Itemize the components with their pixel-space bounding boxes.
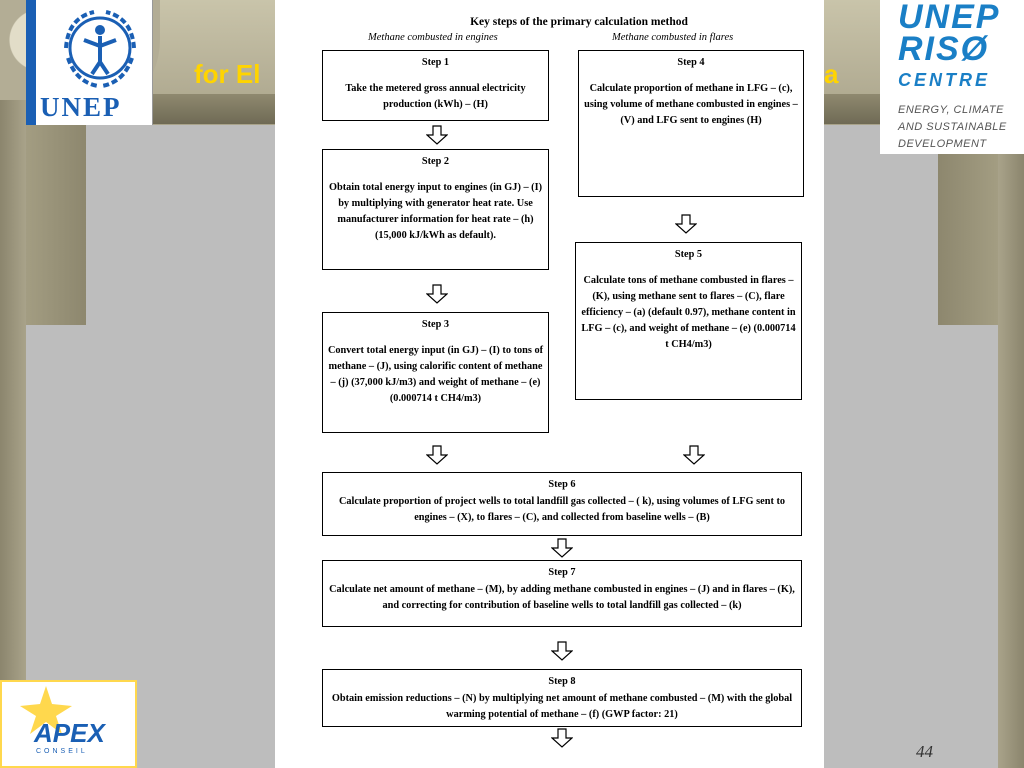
riso-tagline-2: AND SUSTAINABLE (898, 121, 1007, 133)
step-heading: Step 3 (421, 319, 450, 330)
unep-riso-logo (880, 0, 1024, 154)
slide-right-border (998, 100, 1024, 768)
column-heading-engines: Methane combusted in engines (368, 32, 498, 43)
apex-logo-sub: CONSEIL (36, 748, 88, 755)
step-box (322, 312, 549, 433)
unep-logo (26, 0, 153, 125)
step-text: Calculate net amount of methane – (M), by adding methane combusted in engines – (J) and in flares – (K), and correcting for contribution of baseline wells to total landfill gas collected – (k) (329, 584, 795, 611)
riso-tagline-3: DEVELOPMENT (898, 138, 987, 150)
step-text: Obtain total energy input to engines (in GJ) – (I) by multiplying with generator heat rate. Use manufacturer information for heat rate – (h) (15,000 kJ/kWh as default). (328, 182, 543, 241)
step-heading: Step 5 (674, 249, 703, 260)
step-heading: Step 8 (548, 676, 576, 687)
column-heading-flares: Methane combusted in flares (612, 32, 734, 43)
step-heading: Step 1 (421, 57, 450, 68)
unep-logo-bar (26, 0, 36, 125)
step-box (322, 669, 802, 727)
step-box (575, 242, 802, 400)
step-text: Convert total energy input (in GJ) – (I) to tons of methane – (J), using calorific content of methane – (j) (37,000 kJ/m3) and weight of methane – (e) (0.000714 t CH4/m3) (327, 345, 544, 404)
slide-title-left: for El (194, 59, 261, 89)
apex-conseil-logo (0, 680, 137, 768)
flowchart-document (275, 0, 824, 768)
down-arrow-icon (551, 641, 573, 661)
down-arrow-icon (426, 445, 448, 465)
down-arrow-icon (675, 214, 697, 234)
step-text: Calculate proportion of project wells to total landfill gas collected – ( k), using volumes of LFG sent to engines – (X), to flares – (C), and collected from baseline wells – (B) (338, 496, 786, 523)
down-arrow-icon (426, 125, 448, 145)
slide-title-right: a (824, 59, 839, 89)
step-box (322, 149, 549, 270)
step-box (578, 50, 804, 197)
riso-logo-line1: UNEP (898, 0, 1001, 36)
step-heading: Step 6 (548, 479, 576, 490)
apex-logo-word: APEX (34, 718, 105, 748)
down-arrow-icon (551, 538, 573, 558)
down-arrow-icon (551, 728, 573, 748)
step-heading: Step 7 (548, 567, 576, 578)
step-text: Calculate proportion of methane in LFG – (c), using volume of methane combusted in engines – (V) and LFG sent to engines (H) (584, 83, 798, 126)
step-box (322, 50, 549, 121)
riso-logo-line3: CENTRE (898, 70, 991, 90)
down-arrow-icon (683, 445, 705, 465)
down-arrow-icon (426, 284, 448, 304)
riso-logo-line2: RISØ (898, 30, 990, 68)
step-box (322, 560, 802, 627)
step-text: Calculate tons of methane combusted in flares – (K), using methane sent to flares – (C), flare efficiency – (a) (default 0.97), methane content in LFG – (c), and weight of methane – (e) (0.000714 t CH4/m3) (581, 275, 796, 350)
slide-left-border (0, 100, 26, 768)
slide-left-pillar (26, 125, 86, 325)
document-title: Key steps of the primary calculation method (470, 16, 688, 28)
step-text: Obtain emission reductions – (N) by multiplying net amount of methane combusted – (M) with the global warming potential of methane – (f) (GWP factor: 21) (331, 693, 793, 720)
slide-right-pillar (938, 125, 998, 325)
unep-logo-word: UNEP (40, 92, 122, 122)
slide-number: 44 (916, 742, 933, 761)
riso-tagline-1: ENERGY, CLIMATE (898, 104, 1004, 116)
step-heading: Step 4 (677, 57, 705, 68)
step-box (322, 472, 802, 536)
step-text: Take the metered gross annual electricity production (kWh) – (H) (345, 83, 526, 110)
step-heading: Step 2 (421, 156, 450, 167)
unep-emblem-icon (54, 2, 146, 94)
